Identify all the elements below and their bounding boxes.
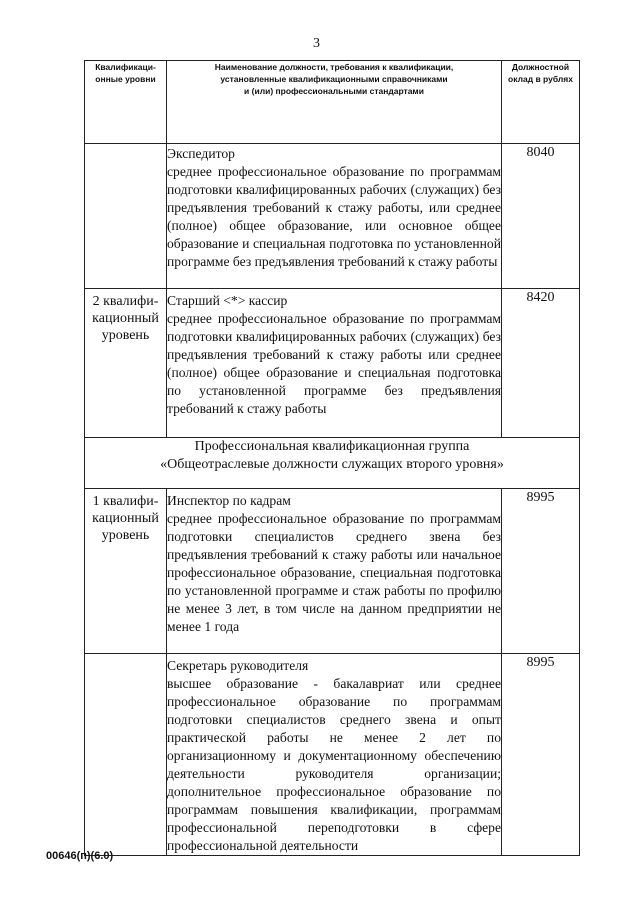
position-requirements: среднее профессиональное образование по программам подготовки специалистов среднего звена без предъявления требований к стажу работы или начальное профессиональное образование, специальная подготовка по установленной программе и стаж работы по профилю не менее 3 лет, в том числе на данном предприятии не менее 1 года (167, 511, 501, 634)
page-number: 3 (313, 36, 320, 51)
header-levels: Квалификаци- онные уровни (95, 62, 156, 84)
level-cell (85, 289, 167, 438)
table-row (85, 654, 580, 856)
document-code: 00646(п)(6.0) (46, 850, 114, 862)
level-label: 2 квалифи- кационный уровень (92, 294, 159, 343)
header-levels-cell (85, 61, 167, 144)
table-row (85, 144, 580, 289)
position-cell (167, 654, 502, 856)
position-cell (167, 289, 502, 438)
table-row (85, 489, 580, 654)
header-salary-cell (502, 61, 580, 144)
header-position: Наименование должности, требования к квалификации, установленные квалификационными справочниками и (или) профессиональными стандартами (214, 62, 454, 96)
group-row (85, 438, 580, 489)
group-heading-line2: «Общеотраслевые должности служащих второго уровня» (160, 457, 504, 472)
header-salary: Должностной оклад в рублях (508, 62, 573, 84)
position-title: Старший <*> кассир (167, 293, 288, 308)
group-heading-line1: Профессиональная квалификационная группа (194, 439, 470, 454)
position-requirements: среднее профессиональное образование по программам подготовки квалифицированных рабочих (служащих) без предъявления требований к стажу работы или среднее (полное) общее образование и специальная подготовка по установленной программе без предъявления требований к стажу работы (167, 311, 501, 416)
salary-cell: 8995 (502, 489, 580, 654)
salary-cell: 8420 (502, 289, 580, 438)
header-position-cell (167, 61, 502, 144)
level-cell (85, 144, 167, 289)
salary-cell: 8040 (502, 144, 580, 289)
level-cell (85, 654, 167, 856)
group-heading (85, 438, 580, 489)
salary-table (84, 60, 580, 856)
position-cell (167, 489, 502, 654)
salary-cell: 8995 (502, 654, 580, 856)
position-title: Экспедитор (167, 146, 235, 161)
position-title: Секретарь руководителя (167, 658, 309, 673)
position-title: Инспектор по кадрам (167, 493, 291, 508)
level-label: 1 квалифи- кационный уровень (92, 494, 159, 543)
level-cell (85, 489, 167, 654)
position-requirements: среднее профессиональное образование по программам подготовки квалифицированных рабочих (служащих) без предъявления требований к стажу работы, или среднее (полное) общее образование, или основное общее образование и специальная подготовка по установленной программе без предъявления требований к стажу работы (167, 164, 501, 269)
position-requirements: высшее образование - бакалавриат или среднее профессиональное образование по программам подготовки специалистов среднего звена и опыт практической работы не менее 2 лет по организационному и документационному обеспечению деятельности руководителя организации; дополнительное профессиональное образование по программам повышения квалификации, программам профессиональной переподготовки в сфере профессиональной деятельности (167, 676, 501, 853)
table-header-row (85, 61, 580, 144)
table-row (85, 289, 580, 438)
position-cell (167, 144, 502, 289)
